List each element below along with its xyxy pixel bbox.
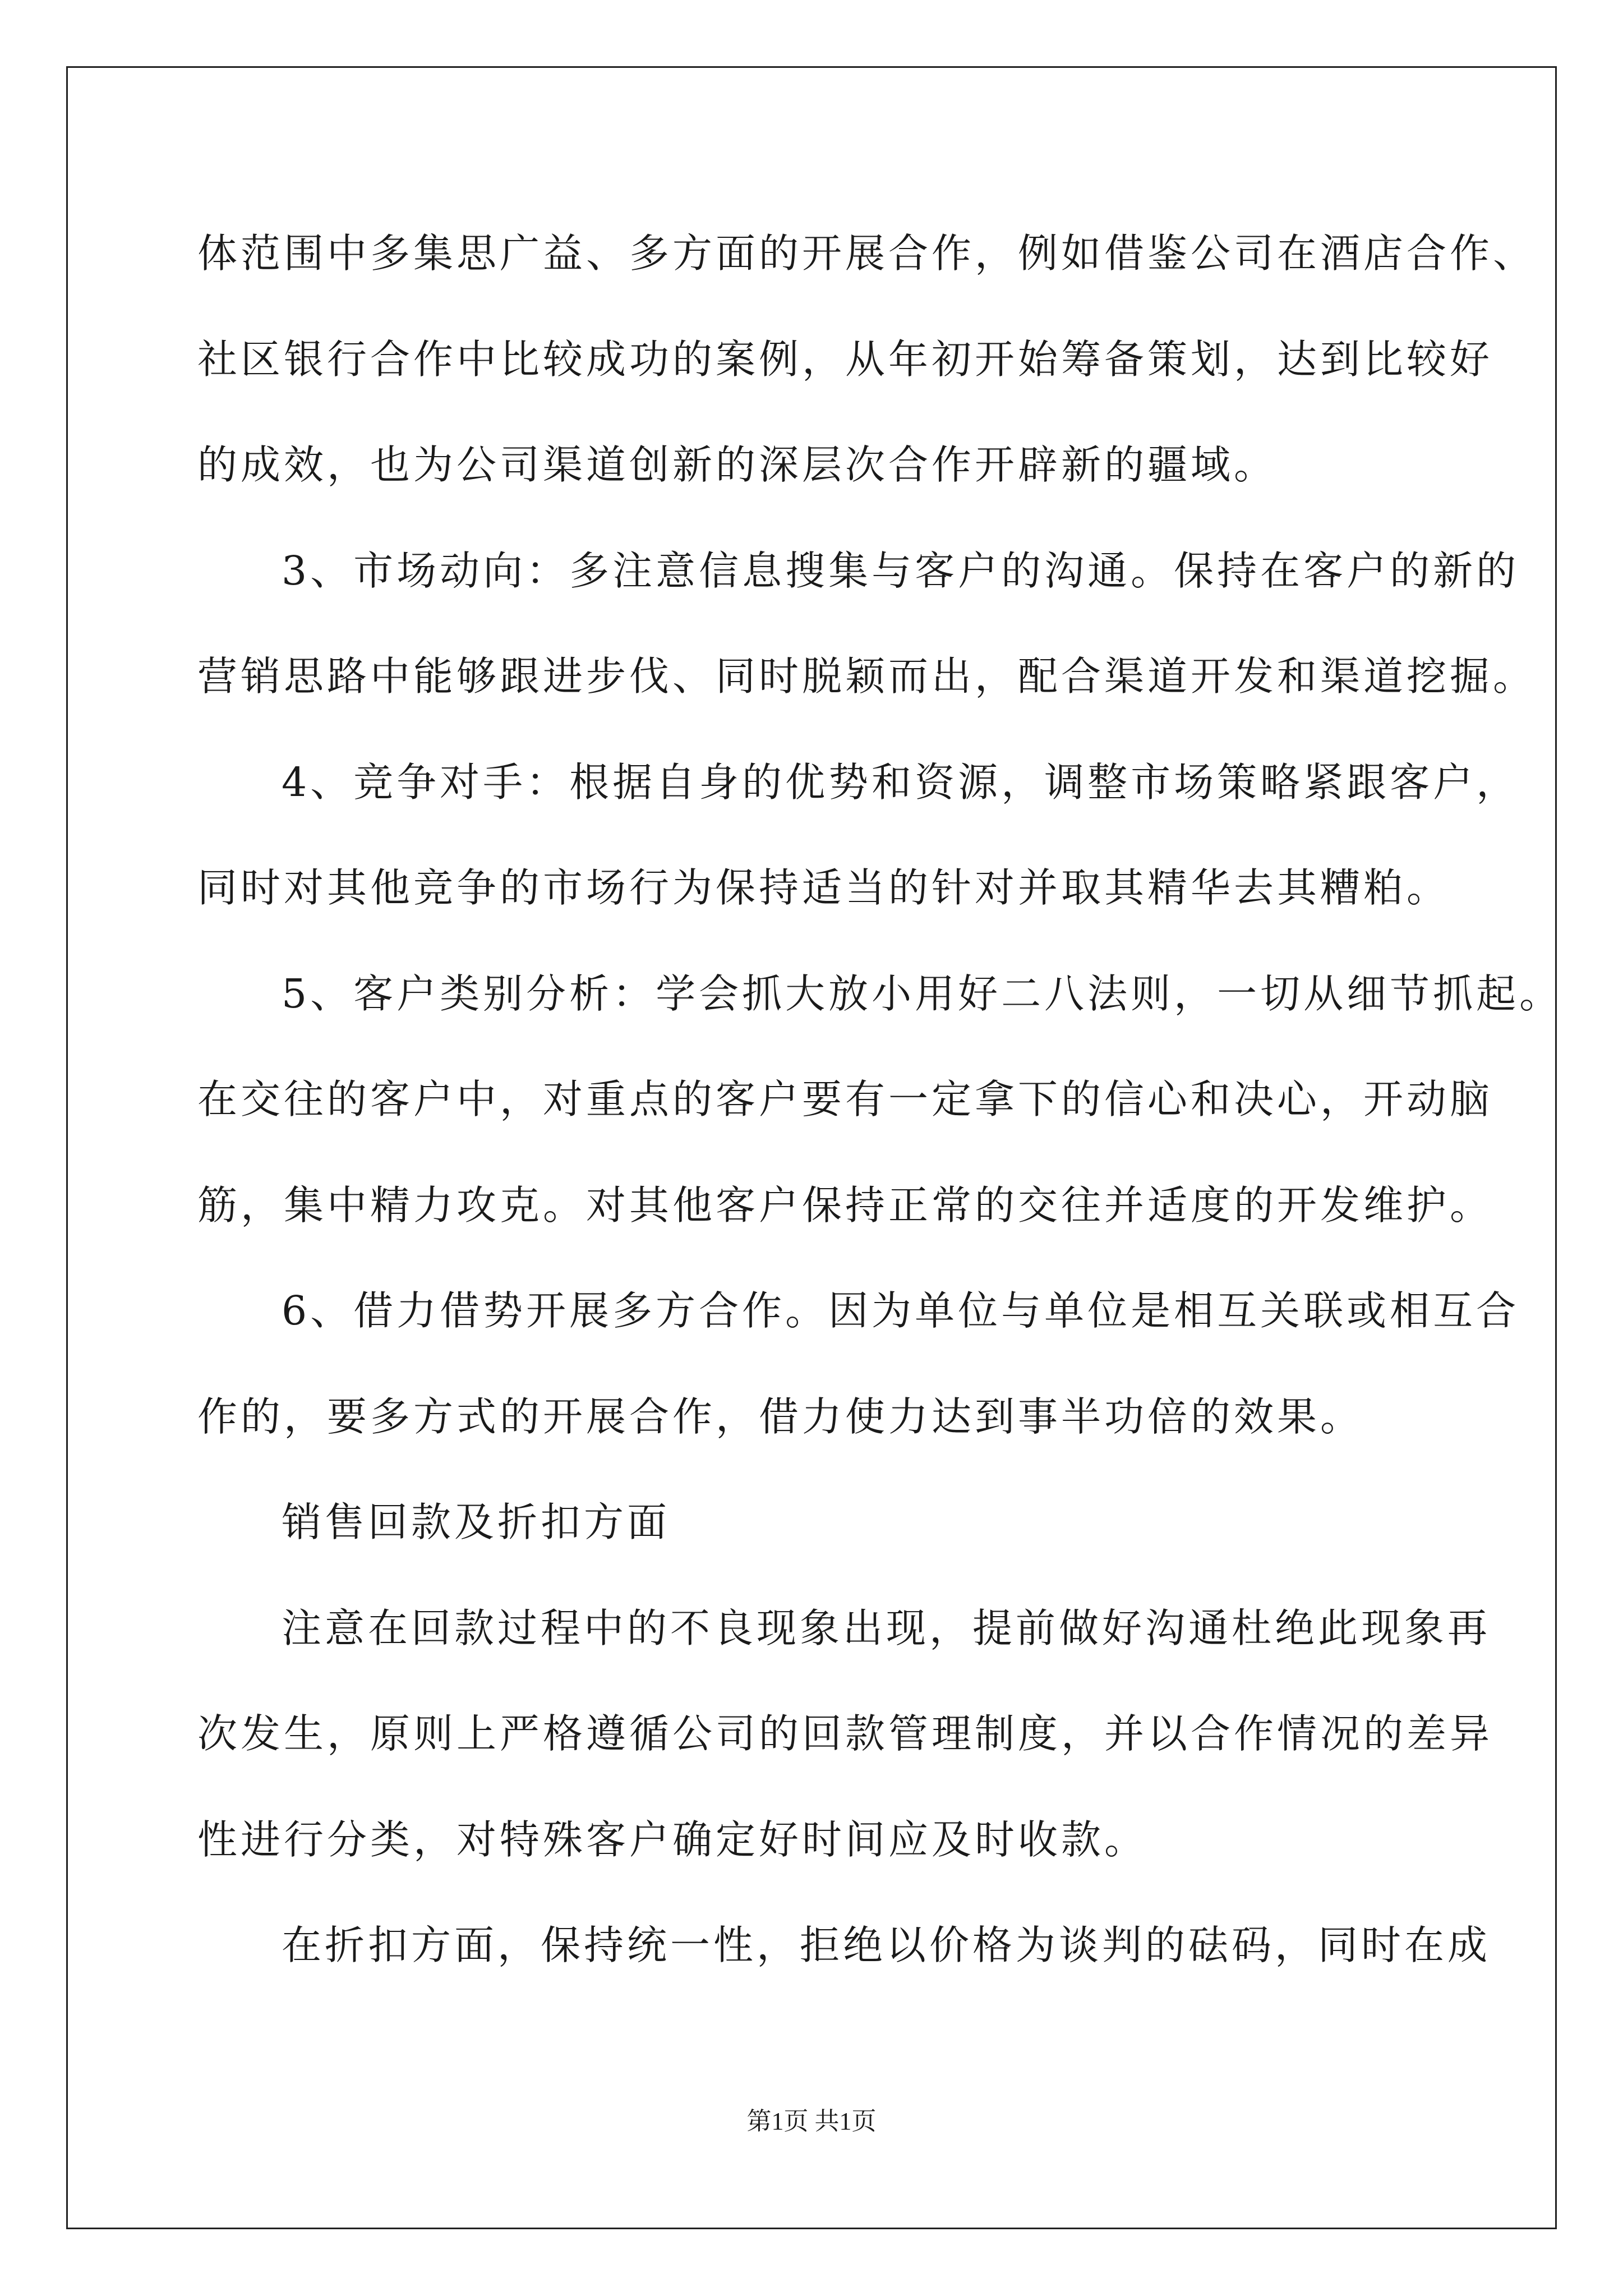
text-line: 次发生，原则上严格遵循公司的回款管理制度，并以合作情况的差异 [197,1710,1493,1757]
text-line: 在交往的客户中，对重点的客户要有一定拿下的信心和决心，开动脑 [197,1076,1493,1122]
text-line: 体范围中多集思广益、多方面的开展合作，例如借鉴公司在酒店合作、 [197,230,1537,277]
text-line: 营销思路中能够跟进步伐、同时脱颖而出，配合渠道开发和渠道挖掘。 [197,653,1537,700]
text-line: 筋，集中精力攻克。对其他客户保持正常的交往并适度的开发维护。 [197,1181,1493,1228]
text-line: 注意在回款过程中的不良现象出现，提前做好沟通杜绝此现象再 [282,1604,1491,1651]
page-footer: 第1页 共1页 [746,2108,877,2135]
text-line: 6、借力借势开展多方合作。因为单位与单位是相互关联或相互合 [282,1287,1520,1334]
text-line: 4、竞争对手：根据自身的优势和资源，调整市场策略紧跟客户， [282,758,1520,806]
document-body [197,201,1563,1999]
text-line: 作的，要多方式的开展合作，借力使力达到事半功倍的效果。 [197,1393,1364,1440]
text-line: 性进行分类，对特殊客户确定好时间应及时收款。 [197,1816,1148,1863]
text-line: 的成效，也为公司渠道创新的深层次合作开辟新的疆域。 [197,441,1278,488]
text-line: 5、客户类别分析：学会抓大放小用好二八法则，一切从细节抓起。 [282,970,1563,1017]
section-heading: 销售回款及折扣方面 [282,1499,671,1545]
text-line: 同时对其他竞争的市场行为保持适当的针对并取其精华去其糟粕。 [197,864,1450,911]
text-line: 3、市场动向：多注意信息搜集与客户的沟通。保持在客户的新的 [282,547,1520,594]
text-line: 社区银行合作中比较成功的案例，从年初开始筹备策划，达到比较好 [197,335,1493,383]
text-line: 在折扣方面，保持统一性，拒绝以价格为谈判的砝码，同时在成 [282,1922,1491,1968]
